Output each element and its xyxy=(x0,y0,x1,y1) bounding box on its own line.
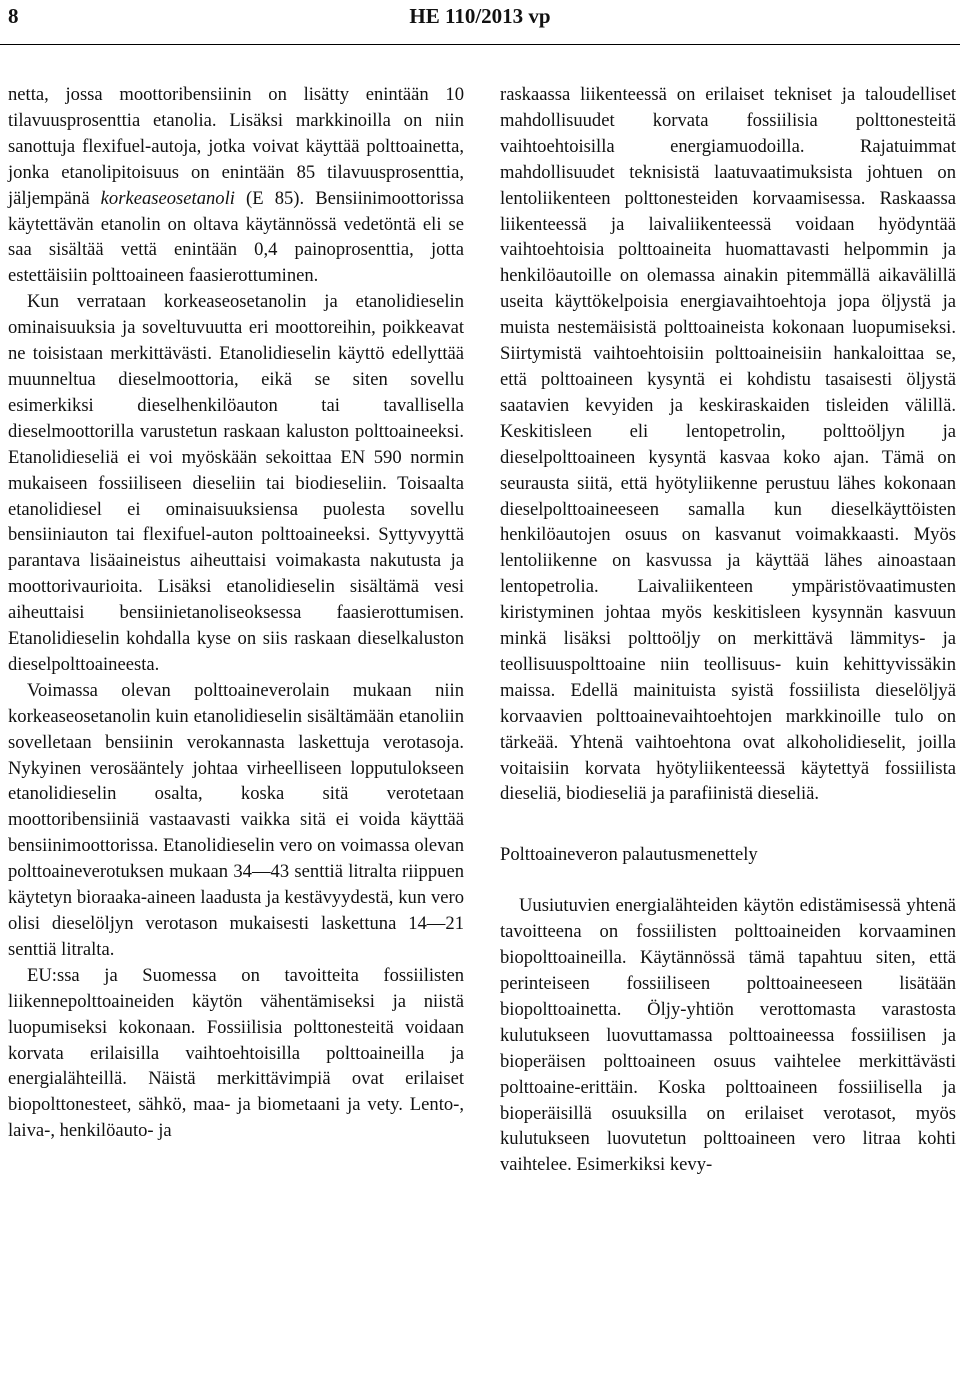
page-number: 8 xyxy=(8,4,19,28)
paragraph-text: netta, jossa moottoribensiinin on lisätty enintään 10 tilavuusprosenttia etanolia. Lisäksi markkinoilla on niin sanottuja flexifuel-autoja, jotka voivat käyttää polttoainetta, jonka etanolipitoisuus on enintään 85 tilavuusprosenttia, jäljempänä xyxy=(8,84,464,209)
paragraph: Kun verrataan korkeaseosetanolin ja etanolidieselin ominaisuuksia ja soveltuvuutta eri moottoreihin, poikkeavat ne toisistaan merkittävästi. Etanolidieselin käyttö edellyttää muunneltua dieselmoottoria, eikä se siten sovellu esimerkiksi dieselhenkilöauton tai tavallisella dieselmoottorilla varustetun raskaan kaluston polttoaineeksi. Etanolidieseliä ei voi myöskään sekoittaa EN 590 normin mukaiseen fossiiliseen dieseliin tai biodieseliin. Toisaalta etanolidiesel ei ominaisuuksiensa puolesta sovellu bensiiniauton tai flexifuel-auton polttoaineeksi. Syttyvyyttä parantava lisäaineistus aiheuttaisi voimakasta nakutusta ja moottorivaurioita. Lisäksi etanolidieselin sisältämä vesi aiheuttaisi bensiinietanoliseoksessa faasierottumisen. Etanolidieselin kohdalla kyse on siis raskaan dieselkaluston dieselpolttoaineesta. xyxy=(8,291,464,675)
document-id: HE 110/2013 vp xyxy=(409,4,551,28)
paragraph: Uusiutuvien energialähteiden käytön edistämisessä yhtenä tavoitteena on fossiilisten polttoaineiden korvaaminen biopolttoaineilla. Käytännössä tämä tapahtuu siten, että perinteiseen fossiiliseen polttoaineeseen lisätään biopolttoainetta. Öljy-yhtiön verottomasta varastosta kulutukseen luovuttamassa polttoaineessa fossiilisen ja bioperäisen polttoaineen osuus vaihtelee merkittävästi polttoaine-erittäin. Koska polttoaineen fossiilisella ja bioperäisillä osuuksilla on erilaiset verotasot, myös kulutukseen luovutetun polttoaineen vero litraa kohti vaihtelee. Esimerkiksi kevy- xyxy=(500,895,956,1176)
right-column xyxy=(500,82,956,1178)
paragraph-text: (E 85). Bensiinimoottorissa käytettävän etanolin on oltava käytännössä vedetöntä eli se saa sisältää vettä enintään 0,4 painoprosenttia, jotta estettäisiin polttoaineen faasierottuminen. xyxy=(8,187,464,287)
paragraph: EU:ssa ja Suomessa on tavoitteita fossiilisten liikennepolttoaineiden käytön vähentämiseksi ja niistä luopumiseksi kokonaan. Fossiilisia polttonesteitä voidaan korvata erilaisilla vaihtoehtoisilla polttoaineilla ja energialähteillä. Näistä merkittävimpiä ovat erilaiset biopolttonesteet, sähkö, maa- ja biometaani ja vety. Lento-, laiva-, henkilöauto- ja xyxy=(8,964,464,1142)
left-column xyxy=(8,82,464,1144)
paragraph: raskaassa liikenteessä on erilaiset tekniset ja taloudelliset mahdollisuudet korvata fossiilisia polttonesteitä vaihtoehtoisilla energiamuodoilla. Rajatuimmat mahdollisuudet teknisistä laatuvaatimuksista johtuen on lentoliikenteen polttonesteiden korvaamisessa. Raskaassa liikenteessä ja laivaliikenteessä voidaan hyödyntää vaihtoehtoisia polttoaineita huomattavasti helpommin ja henkilöautoille on olemassa ainakin pitemmällä aikavälillä useita käyttökelpoisia energiavaihtoehtoja jopa öljystä ja muista nestemäisistä polttoaineista kokonaan luopumiseksi. Siirtymistä vaihtoehtoisiin polttoaineisiin hankaloittaa se, että polttoaineen kysyntä ei kohdistu tasaisesti öljystä saatavien kevyiden ja keskiraskaiden tisleiden välillä. Keskitisleen eli lentopetrolin, polttoöljyn ja dieselpolttoaineen kysyntä kasvaa koko ajan. Tämä on seurausta siitä, että hyötyliikenne perustuu lähes kokonaan dieselpolttoaineeseen samalla kun dieselkäyttöisten henkilöautojen osuus on kasvanut voimakkaasti. Myös lentoliikenne on kasvussa ja käyttää lähes ainoastaan lentopetrolia. Laivaliikenteen ympäristövaatimusten kiristyminen johtaa myös keskitisleen kysynnän kasvuun minkä lisäksi polttoöljy on merkittävä lämmitys- ja teollisuuspolttoaine niin teollisuus- kuin kehittyvissäkin maissa. Edellä mainituista syistä fossiilista dieselöljyä korvaavien polttoainevaihtoehtojen markkinoille tulo on tärkeää. Yhtenä vaihtoehtona ovat alkoholidieselit, joilla voitaisiin korvata hyötyliikenteessä käytettyä fossiilista dieseliä, biodieseliä ja parafiinistä dieseliä. xyxy=(500,84,956,805)
paragraph: Voimassa olevan polttoaineverolain mukaan niin korkeaseosetanolin kuin etanolidieselin sisältämään etanoliin sovelletaan bensiinin verokannasta laskettuja verotasoja. Nykyinen verosääntely johtaa virheelliseen lopputulokseen etanolidieselin osalta, koska sitä verotetaan moottoribensiiniä vastaavasti vaikka sitä ei voida käyttää bensiinimoottorissa. Etanolidieselin vero on voimassa olevan polttoaineverotuksen mukaan 34—43 senttiä litralta riippuen käytetyn bioraaka-aineen laadusta ja kestävyydestä, kun vero olisi dieselöljyn verotason mukaisesti laskettuna 14—21 senttiä litralta. xyxy=(8,679,464,960)
section-heading: Polttoaineveron palautusmenettely xyxy=(500,844,758,866)
defined-term: korkeaseosetanoli xyxy=(100,187,235,209)
paragraph xyxy=(8,82,464,289)
page-header xyxy=(0,0,960,45)
